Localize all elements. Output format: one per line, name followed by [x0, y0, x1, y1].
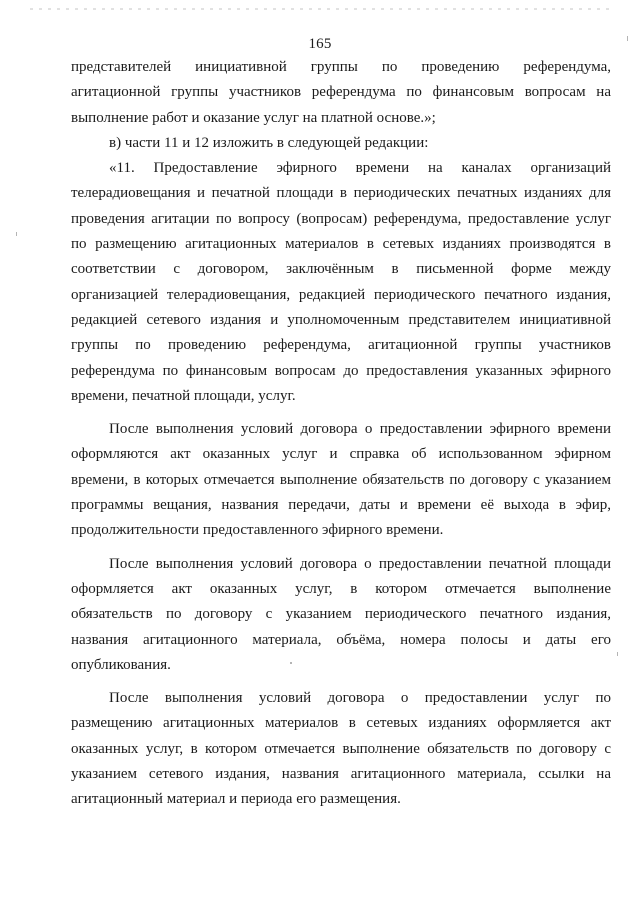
text-line: оформляется акт оказанных услуг, в котором отмечается выполнение — [71, 580, 611, 597]
text-line: обязательств по договору с указанием периодического печатного издания, — [71, 606, 611, 623]
text-line: группы по проведению референдума, агитационной группы участников — [71, 337, 611, 354]
text-line: агитационный материал и периода его размещения. — [71, 791, 401, 808]
paragraph-online-services-act — [71, 686, 611, 812]
text-line: программы вещания, названия передачи, даты и времени её выхода в эфир, — [71, 497, 611, 514]
text-line: оформляются акт оказанных услуг и справка об использованном эфирном — [71, 446, 611, 463]
text-line: продолжительности предоставленного эфирного времени. — [71, 522, 444, 539]
text-line: агитационной группы участников референдума по финансовым вопросам на — [71, 84, 611, 101]
text-line: референдума по финансовым вопросам до предоставления указанных эфирного — [71, 362, 611, 379]
paragraph-print-space-act — [71, 552, 611, 678]
text-line: проведения агитации по вопросу (вопросам) референдума, предоставление услуг — [71, 210, 611, 227]
text-line: названия агитационного материала, объёма, номера полосы и даты его — [71, 631, 611, 648]
text-line: После выполнения условий договора о предоставлении печатной площади — [109, 555, 611, 572]
text-line: в) части 11 и 12 изложить в следующей редакции: — [109, 134, 429, 151]
document-body — [71, 55, 611, 813]
text-line: представителей инициативной группы по проведению референдума, — [71, 59, 611, 75]
scan-speck — [617, 652, 618, 656]
scan-top-edge — [30, 8, 610, 10]
text-line: После выполнения условий договора о предоставлении эфирного времени — [109, 421, 611, 438]
text-line: опубликования. — [71, 656, 171, 673]
scan-speck — [16, 232, 17, 236]
text-line: указанием сетевого издания, названия агитационного материала, ссылки на — [71, 766, 611, 783]
text-line: размещению агитационных материалов в сетевых изданиях оформляется акт — [71, 715, 611, 732]
text-line: телерадиовещания и печатной площади в периодических печатных изданиях для — [71, 185, 611, 202]
text-line: редакцией сетевого издания и уполномоченным представителем инициативной — [71, 311, 611, 328]
text-line: времени, печатной площади, услуг. — [71, 387, 296, 404]
text-line: соответствии с договором, заключённым в письменной форме между — [71, 261, 611, 278]
text-line: После выполнения условий договора о предоставлении услуг по — [109, 690, 611, 707]
text-line: по размещению агитационных материалов в сетевых изданиях производятся в — [71, 236, 611, 253]
paragraph-amendment-item — [71, 131, 611, 156]
paragraph-part-11 — [71, 156, 611, 409]
text-line: оказанных услуг, в котором отмечается выполнение обязательств по договору с — [71, 740, 611, 757]
paragraph-continuation — [71, 55, 611, 131]
text-line: времени, в которых отмечается выполнение обязательств по договору с указанием — [71, 471, 611, 488]
text-line: выполнение работ и оказание услуг на платной основе.»; — [71, 109, 436, 126]
paragraph-airtime-act — [71, 417, 611, 543]
page-number: 165 — [308, 36, 332, 52]
text-line: организацией телерадиовещания, редакцией периодического печатного издания, — [71, 286, 611, 303]
text-line: «11. Предоставление эфирного времени на каналах организаций — [109, 160, 611, 177]
